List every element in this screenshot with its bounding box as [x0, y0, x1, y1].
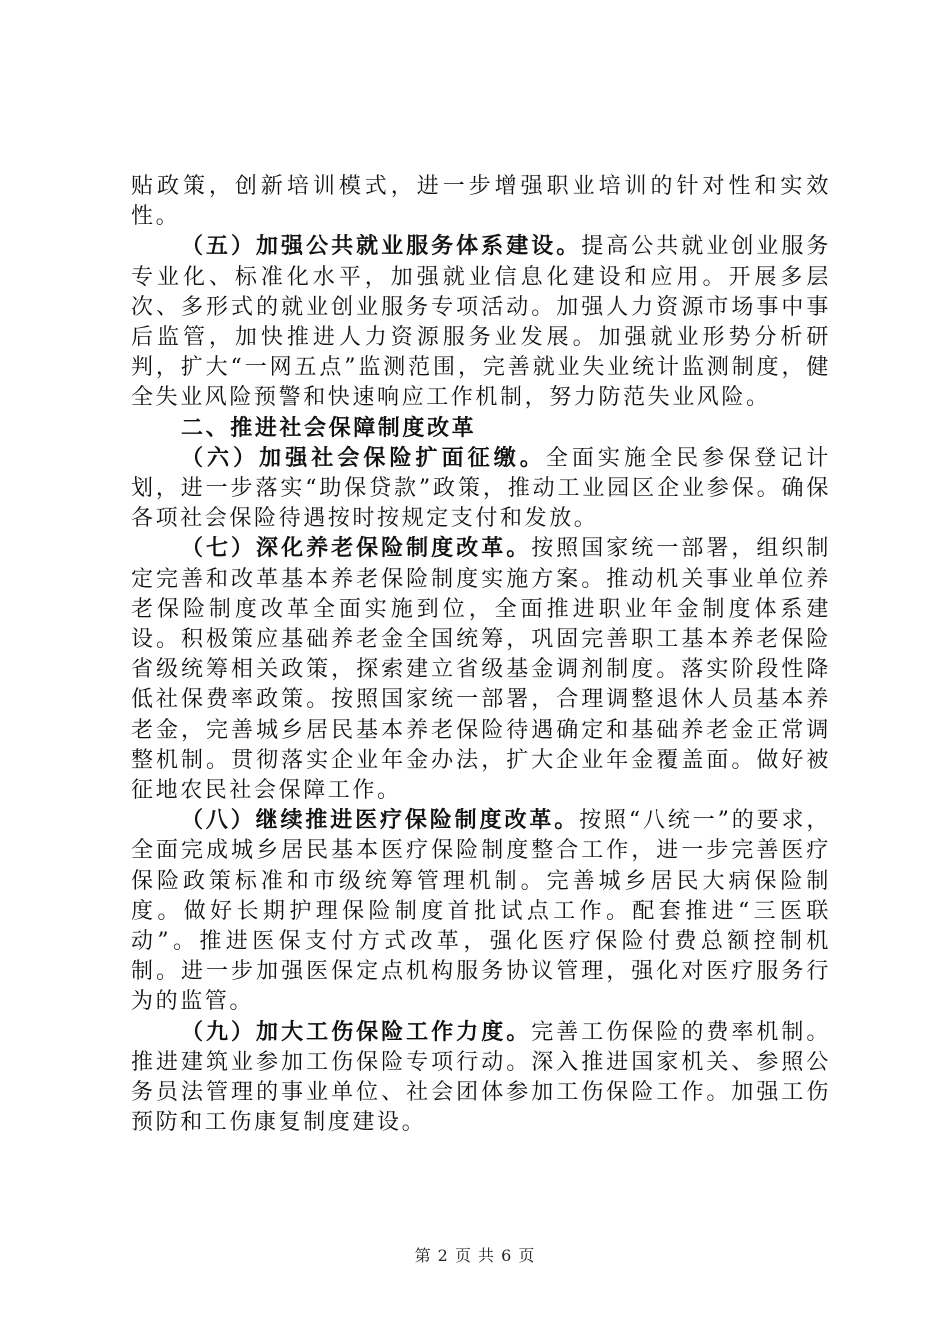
section-heading-2: 二、推进社会保障制度改革: [181, 415, 477, 441]
paragraph-body: 按照国家统一部署，组织制定完善和改革基本养老保险制度实施方案。推动机关事业单位养老保险制度改革全面实施到位，全面推进职业年金制度体系建设。积极策应基础养老金全国统筹，巩固完善职工基本养老保险省级统筹相关政策，探索建立省级基金调剂制度。落实阶段性降低社保费率政策。按照国家统一部署，合理调整退休人员基本养老金，完善城乡居民基本养老保险待遇确定和基础养老金正常调整机制。贯彻落实企业年金办法，扩大企业年金覆盖面。做好被征地农民社会保障工作。: [131, 536, 832, 804]
paragraph-body: 提高公共就业创业服务专业化、标准化水平，加强就业信息化建设和应用。开展多层次、多形式的就业创业服务专项活动。加强人力资源市场事中事后监管，加快推进人力资源服务业发展。加强就业形势分析研判，扩大“一网五点”监测范围，完善就业失业统计监测制度，健全失业风险预警和快速响应工作机制，努力防范失业风险。: [131, 234, 831, 411]
paragraph-body: 全面实施全民参保登记计划，进一步落实“助保贷款”政策，推动工业园区企业参保。确保各项社会保险待遇按时按规定支付和发放。: [131, 445, 831, 532]
paragraph-heading: （六）加强社会保险扩面征缴。: [181, 445, 546, 471]
paragraph-item-9: [131, 1018, 831, 1139]
paragraph-body: 完善工伤保险的费率机制。推进建筑业参加工伤保险专项行动。深入推进国家机关、参照公务员法管理的事业单位、社会团体参加工伤保险工作。加强工伤预防和工伤康复制度建设。: [131, 1019, 832, 1136]
page-number-footer: 第 2 页 共 6 页: [414, 1246, 536, 1265]
document-body: [131, 172, 831, 1139]
paragraph-heading: （九）加大工伤保险工作力度。: [181, 1019, 532, 1045]
paragraph-heading: （五）加强公共就业服务体系建设。: [181, 234, 582, 260]
paragraph-continuation: [131, 172, 831, 232]
paragraph-item-5: [131, 232, 831, 413]
paragraph-heading: （八）继续推进医疗保险制度改革。: [181, 808, 580, 834]
paragraph-body: 按照“八统一”的要求，全面完成城乡居民基本医疗保险制度整合工作，进一步完善医疗保险政策标准和市级统筹管理机制。完善城乡居民大病保险制度。做好长期护理保险制度首批试点工作。配套推进“三医联动”。推进医保支付方式改革，强化医疗保险付费总额控制机制。进一步加强医保定点机构服务协议管理，强化对医疗服务行为的监管。: [131, 808, 831, 1015]
paragraph-body: 贴政策，创新培训模式，进一步增强职业培训的针对性和实效性。: [131, 174, 831, 230]
paragraph-item-6: [131, 444, 831, 535]
paragraph-item-8: [131, 806, 831, 1017]
paragraph-heading: （七）深化养老保险制度改革。: [181, 536, 532, 562]
paragraph-item-7: [131, 534, 831, 806]
